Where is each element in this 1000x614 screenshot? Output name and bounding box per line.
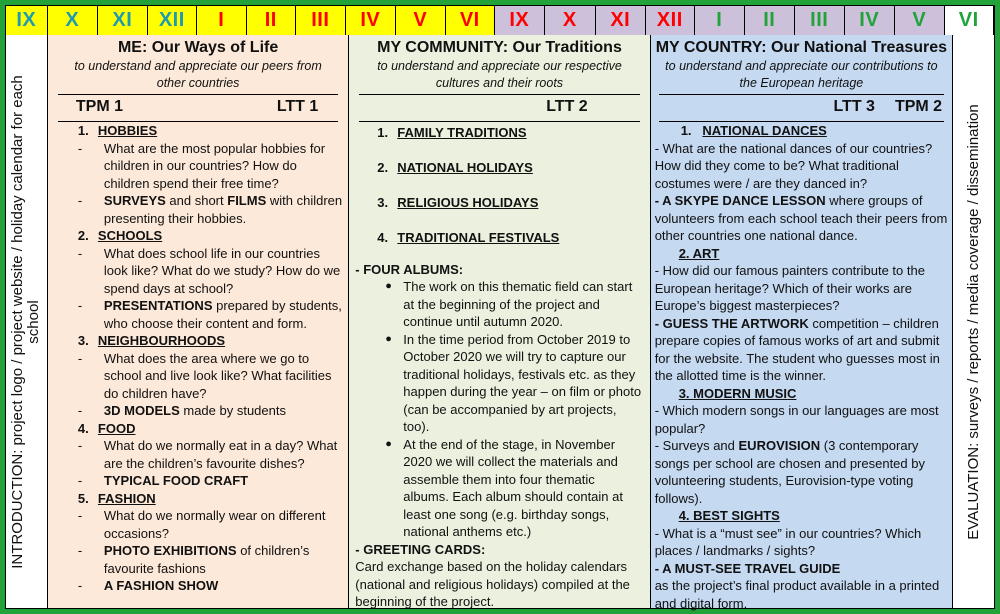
country-subtitle: to understand and appreciate our contributions to the European heritage bbox=[665, 59, 938, 90]
community-topic bbox=[355, 124, 643, 142]
topic-item-text: What do we normally wear on different occasions? bbox=[103, 508, 326, 541]
topic-number: 3. bbox=[377, 195, 389, 210]
month-cell: XII bbox=[148, 6, 198, 35]
bold-text: - GUESS THE ARTWORK bbox=[654, 315, 809, 331]
dash-marker: - bbox=[77, 438, 83, 453]
month-cell: V bbox=[895, 6, 945, 35]
dash-marker: - bbox=[77, 350, 83, 366]
meeting-ltt2: LTT 2 bbox=[546, 98, 588, 115]
topic-heading: 1. NATIONAL DANCES bbox=[680, 123, 827, 138]
topic-item-text: 3D MODELS made by students bbox=[103, 403, 286, 418]
topic-paragraph: - A SKYPE DANCE LESSON where groups of volunteers from each school teach their peers from other countries one national dance. bbox=[654, 193, 948, 243]
spacer bbox=[355, 142, 643, 160]
topic-heading bbox=[54, 122, 342, 140]
bullet-icon: ● bbox=[385, 437, 392, 450]
month-cell: II bbox=[247, 6, 297, 35]
month-cell: X bbox=[48, 6, 98, 35]
month-cell: IX bbox=[6, 6, 48, 35]
introduction-text-cont: school bbox=[25, 299, 43, 344]
greeting-cards-text: Card exchange based on the holiday calendars (national and religious holidays) compiled at the beginning of the project. bbox=[355, 559, 630, 609]
topic-item-text bbox=[104, 472, 342, 490]
introduction-column bbox=[6, 35, 48, 608]
project-timeline-table bbox=[5, 5, 995, 609]
albums-bullet-list bbox=[355, 278, 643, 541]
bold-text: A FASHION SHOW bbox=[103, 578, 219, 593]
dash-marker: - bbox=[77, 245, 83, 261]
meeting-tpm2: TPM 2 bbox=[894, 98, 943, 115]
spacer bbox=[355, 212, 643, 230]
month-cell: IX bbox=[495, 6, 545, 35]
month-cell: XI bbox=[596, 6, 646, 35]
month-cell: IV bbox=[346, 6, 396, 35]
topic-heading bbox=[54, 332, 342, 350]
month-cell: VI bbox=[945, 6, 995, 35]
topic-number: 2. bbox=[77, 228, 89, 243]
introduction-text: INTRODUCTION: project logo / project website / holiday calendar for each bbox=[9, 74, 27, 569]
topic-item bbox=[54, 402, 342, 420]
topic-item-text: What does the area where we go to school and live look like? What facilities do children have? bbox=[103, 350, 332, 401]
topic-label: NATIONAL DANCES bbox=[702, 123, 827, 138]
topic-item bbox=[54, 140, 342, 193]
bullet-text: In the time period from October 2019 to October 2020 we will try to capture our traditional holidays, festivals etc. as they happen during the year – on film or photo (can be accompanied by art projects, too). bbox=[403, 331, 642, 434]
topic-label: NEIGHBOURHOODS bbox=[97, 333, 226, 348]
topic-number: 4. bbox=[77, 420, 89, 436]
community-topic bbox=[355, 194, 643, 212]
topic-paragraph: as the project’s final product available in a printed and digital form. bbox=[654, 578, 940, 611]
me-column bbox=[48, 35, 349, 608]
dash-marker: - bbox=[77, 298, 83, 313]
topic-heading bbox=[54, 420, 342, 438]
topic-heading: 4. BEST SIGHTS bbox=[678, 508, 780, 523]
topic-heading: 2. ART bbox=[678, 245, 720, 261]
greeting-cards-heading: - GREETING CARDS: bbox=[355, 541, 486, 557]
dash-marker: - bbox=[77, 473, 83, 488]
month-cell: I bbox=[197, 6, 247, 35]
topic-paragraph: - What is a “must see” in our countries? Which places / landmarks / sights? bbox=[654, 525, 922, 558]
dash-marker: - bbox=[77, 543, 83, 558]
month-cell: I bbox=[695, 6, 745, 35]
bold-text: PRESENTATIONS bbox=[103, 298, 213, 313]
topic-item-text bbox=[104, 577, 342, 595]
topic-item bbox=[54, 192, 342, 227]
bold-text: - A MUST-SEE TRAVEL GUIDE bbox=[654, 560, 841, 576]
topic-item-text: What does school life in our countries look like? What do we study? How do we spend days at school? bbox=[103, 245, 341, 296]
bold-text: TYPICAL FOOD CRAFT bbox=[103, 473, 249, 488]
meeting-tpm1: TPM 1 bbox=[75, 98, 124, 115]
topic-item-text: PHOTO EXHIBITIONS of children’s favourite fashions bbox=[103, 543, 310, 576]
topic-number: 4. bbox=[377, 230, 389, 245]
month-cell: X bbox=[545, 6, 596, 35]
topic-label: RELIGIOUS HOLIDAYS bbox=[397, 195, 539, 210]
community-column bbox=[349, 35, 650, 608]
album-bullet bbox=[383, 436, 643, 541]
topic-label: SCHOOLS bbox=[97, 228, 163, 243]
dash-marker: - bbox=[77, 578, 83, 593]
bold-text: SURVEYS bbox=[103, 193, 166, 208]
bold-text: EUROVISION bbox=[738, 438, 821, 453]
topic-number: 2. bbox=[377, 160, 389, 175]
month-cell: V bbox=[396, 6, 446, 35]
topic-number: 1. bbox=[377, 125, 389, 140]
topic-item bbox=[54, 577, 342, 595]
month-cell: XI bbox=[98, 6, 148, 35]
topic-label: HOBBIES bbox=[97, 123, 158, 138]
topic-number: 3. bbox=[77, 333, 89, 348]
community-meetings bbox=[355, 95, 643, 119]
topic-item-text: What do we normally eat in a day? What are the children’s favourite dishes? bbox=[103, 438, 338, 471]
month-cell: VI bbox=[446, 6, 496, 35]
spacer bbox=[355, 177, 643, 195]
bullet-icon: ● bbox=[385, 332, 392, 345]
topic-item-text: SURVEYS and short FILMS with children presenting their hobbies. bbox=[103, 193, 343, 226]
community-title: MY COMMUNITY: Our Traditions bbox=[377, 39, 622, 56]
bullet-icon: ● bbox=[385, 280, 392, 292]
month-cell: III bbox=[296, 6, 346, 35]
bullet-text: The work on this thematic field can start at the beginning of the project and continue until autumn 2020. bbox=[403, 279, 633, 329]
bold-text: - A SKYPE DANCE LESSON bbox=[654, 193, 826, 208]
dash-marker: - bbox=[77, 403, 83, 418]
bold-text: PHOTO EXHIBITIONS bbox=[103, 543, 237, 558]
month-header-row bbox=[6, 6, 994, 35]
topic-item-text: PRESENTATIONS prepared by students, who choose their content and form. bbox=[103, 298, 342, 331]
topic-item bbox=[54, 507, 342, 542]
topic-label: TRADITIONAL FESTIVALS bbox=[397, 230, 560, 245]
album-bullet bbox=[383, 278, 643, 331]
topic-paragraph bbox=[655, 560, 948, 578]
evaluation-column bbox=[952, 35, 994, 608]
topic-item bbox=[54, 297, 342, 332]
dash-marker: - bbox=[77, 508, 83, 523]
evaluation-label: EVALUATION: surveys / reports / media coverage / dissemination bbox=[964, 103, 982, 540]
dash-marker: - bbox=[77, 140, 83, 156]
meeting-ltt3: LTT 3 bbox=[833, 98, 875, 115]
month-cell: XII bbox=[646, 6, 696, 35]
divider bbox=[359, 121, 639, 122]
bold-text: FILMS bbox=[227, 193, 267, 208]
topic-item bbox=[54, 437, 342, 472]
topic-item bbox=[54, 472, 342, 490]
me-topic-list bbox=[54, 122, 342, 595]
topic-label: FAMILY TRADITIONS bbox=[397, 125, 527, 140]
country-column bbox=[651, 35, 952, 611]
album-bullet bbox=[383, 331, 643, 436]
topic-label: NATIONAL HOLIDAYS bbox=[397, 160, 533, 175]
topic-heading: 3. MODERN MUSIC bbox=[678, 385, 797, 401]
month-cell: II bbox=[745, 6, 795, 35]
month-cell: IV bbox=[845, 6, 895, 35]
community-topic bbox=[355, 229, 643, 247]
topic-item-text: What are the most popular hobbies for children in our countries? How do children spend their free time? bbox=[103, 140, 326, 191]
topic-number: 1. bbox=[77, 123, 89, 138]
topic-number: 5. bbox=[77, 490, 89, 506]
dash-marker: - bbox=[77, 193, 83, 208]
topic-paragraph: - Which modern songs in our languages are most popular? bbox=[654, 403, 939, 436]
country-meetings bbox=[655, 95, 948, 119]
country-title-rest: Our National Treasures bbox=[766, 39, 948, 56]
country-title-main: MY COUNTRY: bbox=[655, 39, 767, 56]
albums-heading: - FOUR ALBUMS: bbox=[355, 261, 464, 277]
me-meetings bbox=[54, 95, 342, 119]
country-title bbox=[655, 38, 948, 58]
topic-heading bbox=[54, 227, 342, 245]
topic-label: FASHION bbox=[97, 490, 156, 506]
topic-paragraph: - GUESS THE ARTWORK competition – children prepare copies of famous works of art and submit for the website. The student who guesses most in the allotted time is the winner. bbox=[654, 315, 940, 383]
meeting-ltt1: LTT 1 bbox=[276, 98, 319, 115]
bullet-text: At the end of the stage, in November 2020 we will collect the materials and assemble them into four thematic albums. Each album should contain at least one song (e.g. birthday songs, national anthems etc.) bbox=[403, 436, 623, 539]
community-subtitle: to understand and appreciate our respective cultures and their roots bbox=[377, 59, 622, 90]
topic-item bbox=[54, 245, 342, 298]
table-body bbox=[6, 35, 994, 611]
bold-text: 3D MODELS bbox=[103, 403, 180, 418]
topic-paragraph: - What are the national dances of our countries? How did they come to be? What traditional costumes were / are they danced in? bbox=[654, 140, 933, 191]
me-subtitle: to understand and appreciate our peers from other countries bbox=[74, 59, 322, 90]
month-cell: III bbox=[795, 6, 845, 35]
introduction-label bbox=[10, 42, 42, 602]
community-topic bbox=[355, 159, 643, 177]
topic-heading bbox=[54, 490, 342, 508]
topic-item bbox=[54, 350, 342, 403]
topic-paragraph: - How did our famous painters contribute to the European heritage? Which of their works are Europe’s biggest masterpieces? bbox=[654, 263, 925, 313]
community-topic-list bbox=[355, 124, 643, 247]
me-title: ME: Our Ways of Life bbox=[117, 39, 279, 56]
topic-item bbox=[54, 542, 342, 577]
topic-paragraph: - Surveys and EUROVISION (3 contemporary songs per school are chosen and presented by volunteering students, Eurovision-type voting follows). bbox=[654, 438, 925, 506]
topic-label: FOOD bbox=[97, 420, 136, 436]
country-topic-list bbox=[655, 122, 948, 612]
